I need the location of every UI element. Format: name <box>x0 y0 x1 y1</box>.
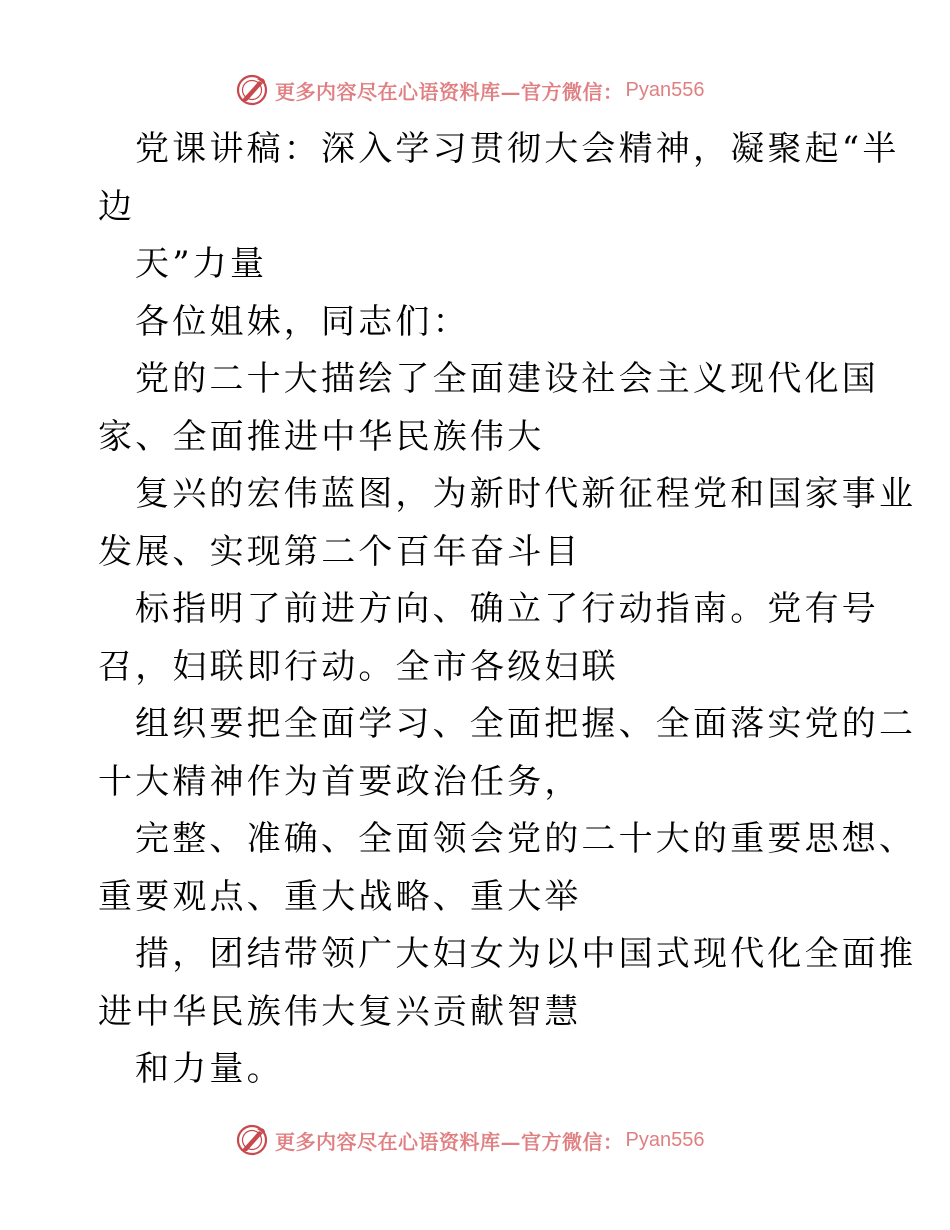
watermark-text: 更多内容尽在心语资料库—官方微信： <box>275 1129 624 1154</box>
text-line: 重要观点、重大战略、重大举 <box>98 876 582 917</box>
text-line: 标指明了前进方向、确立了行动指南。党有号 <box>135 589 879 629</box>
watermark-wechat-id: Pyan556 <box>625 78 705 101</box>
text-line: 进中华民族伟大复兴贡献智慧 <box>98 991 582 1032</box>
text-line: 天”力量 <box>135 244 268 284</box>
text-line: 党的二十大描绘了全面建设社会主义现代化国 <box>135 359 879 399</box>
text-line: 和力量。 <box>135 1049 284 1089</box>
text-line: 家、全面推进中华民族伟大 <box>98 416 545 457</box>
text-line: 召，妇联即行动。全市各级妇联 <box>98 646 619 687</box>
text-line: 完整、准确、全面领会党的二十大的重要思想、 <box>135 819 917 859</box>
text-line: 措，团结带领广大妇女为以中国式现代化全面推 <box>135 934 917 974</box>
watermark-text: 更多内容尽在心语资料库—官方微信： <box>275 79 624 104</box>
text-line: 党课讲稿：深入学习贯彻大会精神，凝聚起“半 <box>135 129 900 169</box>
footer-watermark <box>235 1122 704 1158</box>
document-body <box>98 121 917 1099</box>
watermark-wechat-id: Pyan556 <box>625 1128 705 1151</box>
text-line: 边 <box>98 186 136 227</box>
text-line: 发展、实现第二个百年奋斗目 <box>98 531 582 572</box>
text-line: 组织要把全面学习、全面把握、全面落实党的二 <box>135 704 917 744</box>
quill-seal-logo-icon <box>235 1123 269 1157</box>
text-line: 十大精神作为首要政治任务， <box>98 761 582 802</box>
text-line: 各位姐妹，同志们： <box>135 301 470 342</box>
text-line: 复兴的宏伟蓝图，为新时代新征程党和国家事业 <box>135 474 917 514</box>
header-watermark <box>235 72 704 108</box>
quill-seal-logo-icon <box>235 73 269 107</box>
